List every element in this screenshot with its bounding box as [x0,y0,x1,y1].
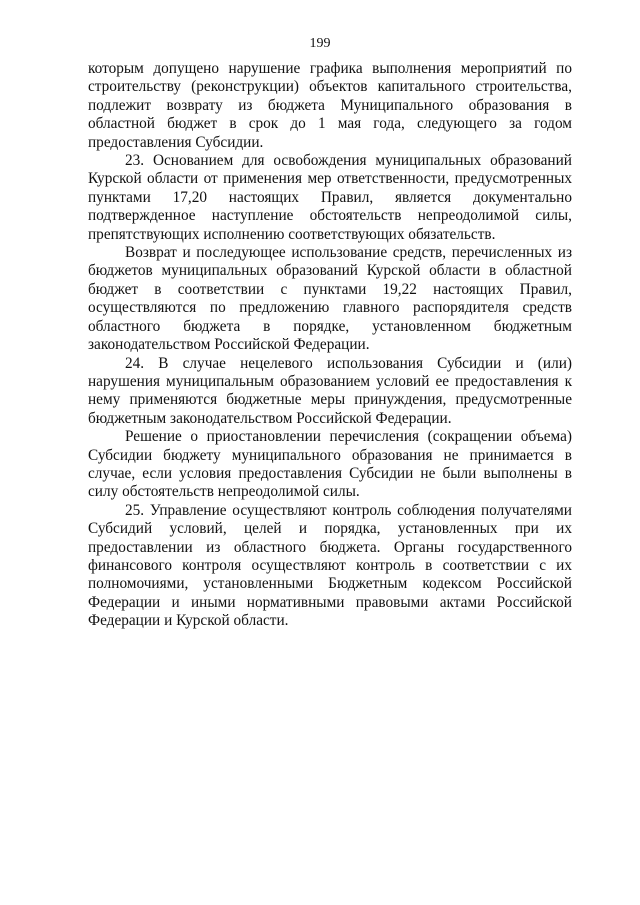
document-body [88,60,572,631]
paragraph: 25. Управление осуществляют контроль соблюдения получателями Субсидий условий, целей и порядка, установленных при их предоставлении из областного бюджета. Органы государственного финансового контроля осуществляют контроль в соответствии с их полномочиями, установленными Бюджетным кодексом Российской Федерации и иными нормативными правовыми актами Российской Федерации и Курской области. [88,501,572,630]
page-number: 199 [309,36,331,51]
paragraph: которым допущено нарушение графика выполнения мероприятий по строительству (реконструкции) объектов капитального строительства, подлежит возврату из бюджета Муниципального образования в областной бюджет в срок до 1 мая года, следующего за годом предоставления Субсидии. [88,60,572,151]
paragraph: Возврат и последующее использование средств, перечисленных из бюджетов муниципальных образований Курской области в областной бюджет в соответствии с пунктами 19,22 настоящих Правил, осуществляются по предложению главного распорядителя средств областного бюджета в порядке, установленном бюджетным законодательством Российской Федерации. [88,244,572,354]
paragraph: 24. В случае нецелевого использования Субсидии и (или) нарушения муниципальным образованием условий ее предоставления к нему применяются бюджетные меры принуждения, предусмотренные бюджетным законодательством Российской Федерации. [88,354,572,427]
paragraph: 23. Основанием для освобождения муниципальных образований Курской области от применения мер ответственности, предусмотренных пунктами 17,20 настоящих Правил, является документально подтвержденное наступление обстоятельств непреодолимой силы, препятствующих исполнению соответствующих обязательств. [88,152,572,243]
paragraph: Решение о приостановлении перечисления (сокращении объема) Субсидии бюджету муниципального образования не принимается в случае, если условия предоставления Субсидии не были выполнены в силу обстоятельств непреодолимой силы. [88,428,572,501]
